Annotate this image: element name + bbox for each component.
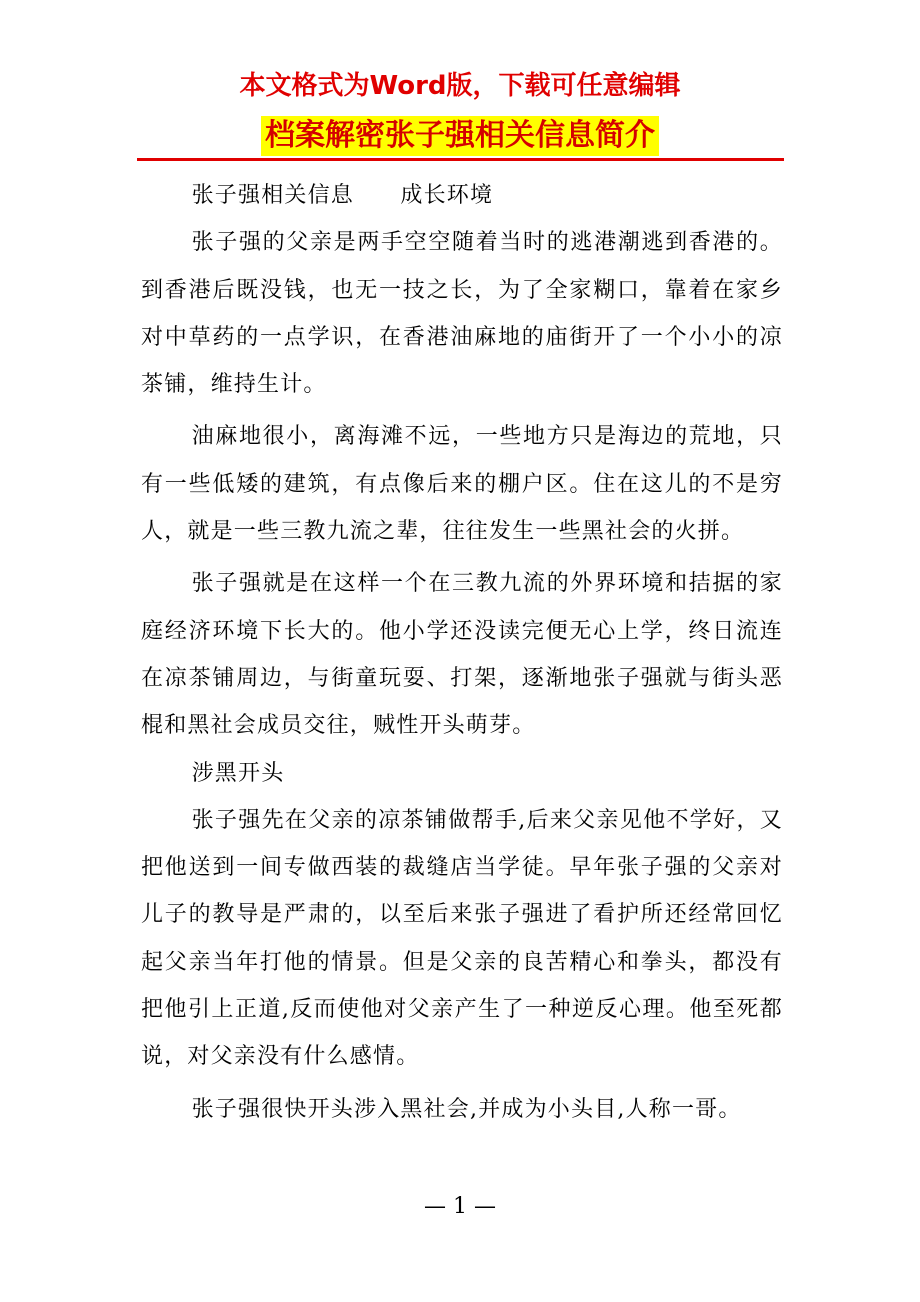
paragraph-4: 张子强先在父亲的凉茶铺做帮手,后来父亲见他不学好，又把他送到一间专做西装的裁缝店当学徒。早年张子强的父亲对儿子的教导是严肃的，以至后来张子强进了看护所还经常回忆起父亲当年打他的情景。但是父亲的良苦精心和拳头，都没有把他引上正道,反而使他对父亲产生了一种逆反心理。他至死都说，对父亲没有什么感情。: [141, 807, 783, 1070]
paragraph-3: 张子强就是在这样一个在三教九流的外界环境和拮据的家庭经济环境下长大的。他小学还没读完便无心上学，终日流连在凉茶铺周边，与街童玩耍、打架，逐渐地张子强就与街头恶棍和黑社会成员交往，贼性开头萌芽。: [141, 571, 783, 739]
paragraph-1: 张子强的父亲是两手空空随着当时的逃港潮逃到香港的。到香港后既没钱，也无一技之长，为了全家糊口，靠着在家乡对中草药的一点学识，在香港油麻地的庙街开了一个小小的凉茶铺，维持生计。: [141, 230, 783, 398]
section-heading-2: 涉黑开头: [191, 760, 285, 786]
format-notice: 本文格式为Word版，下载可任意编辑: [239, 71, 681, 101]
paragraph-5: 张子强很快开头涉入黑社会,并成为小头目,人称一哥。: [191, 1096, 742, 1122]
title-divider: [137, 158, 784, 161]
document-title: 档案解密张子强相关信息简介: [261, 116, 659, 156]
section-heading: 张子强相关信息 成长环境: [191, 183, 494, 208]
title-container: [0, 116, 920, 156]
paragraph-2: 油麻地很小，离海滩不远，一些地方只是海边的荒地，只有一些低矮的建筑，有点像后来的棚户区。住在这儿的不是穷人，就是一些三教九流之辈，往往发生一些黑社会的火拼。: [141, 424, 783, 545]
page-number: — 1 —: [424, 1194, 496, 1219]
document-body: [141, 172, 783, 1133]
